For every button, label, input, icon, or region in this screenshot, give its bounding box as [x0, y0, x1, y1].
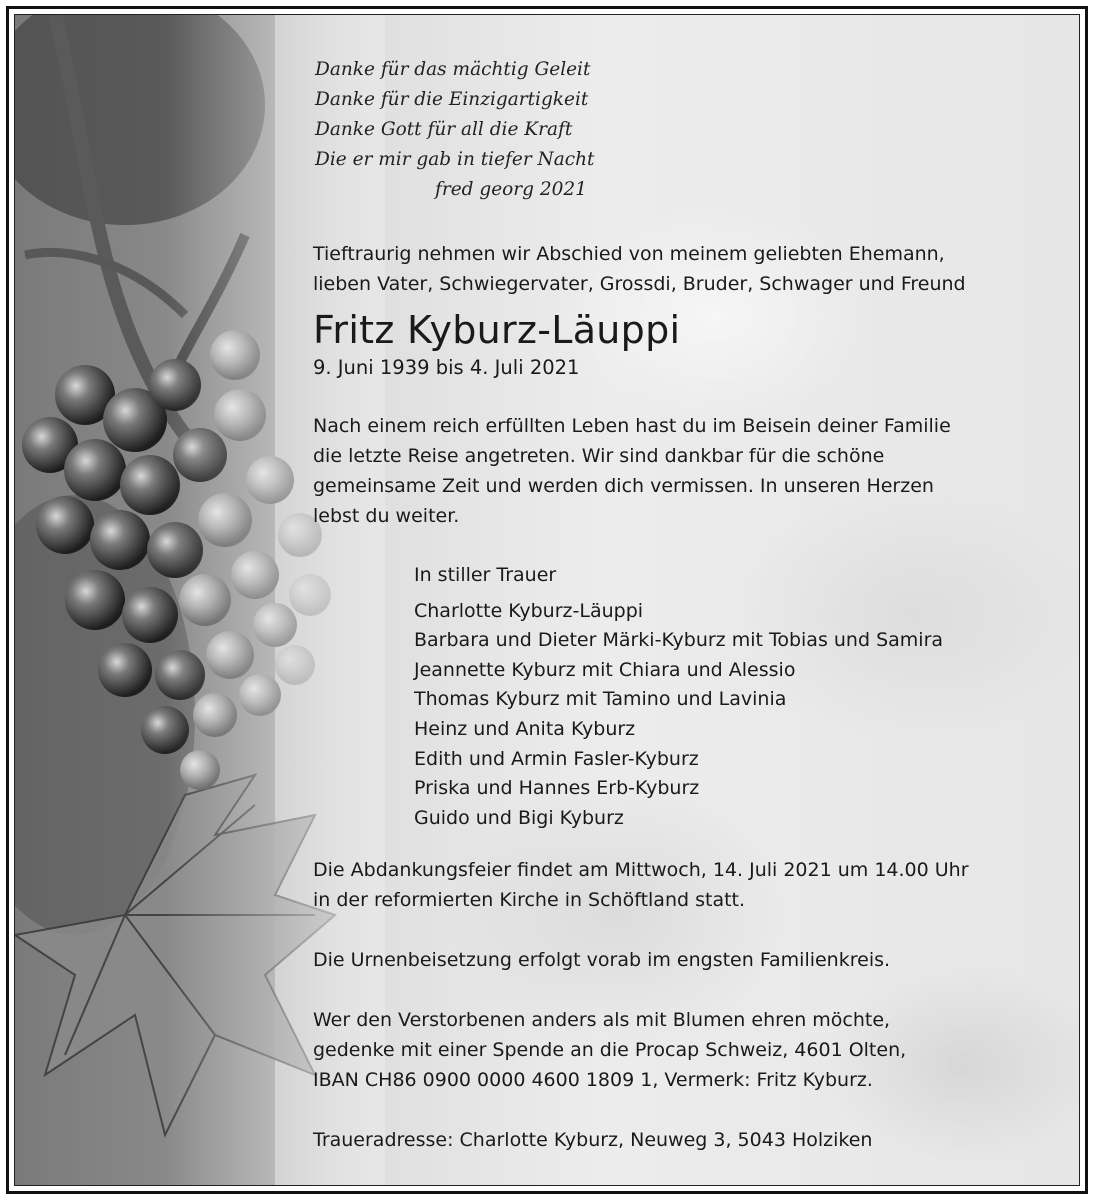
poem-line: Danke für die Einzigartigkeit: [315, 89, 589, 110]
paragraph-line: lebst du weiter.: [313, 505, 460, 527]
paragraph-line: Nach einem reich erfüllten Leben hast du im Beisein deiner Familie: [313, 415, 951, 437]
obituary-text: [313, 55, 1053, 1155]
mourning-header: In stiller Trauer: [414, 564, 557, 586]
paragraph-line: Wer den Verstorbenen anders als mit Blumen ehren möchte,: [313, 1009, 891, 1032]
paragraph-line: Die Urnenbeisetzung erfolgt vorab im engsten Familienkreis.: [313, 949, 891, 972]
donation-paragraph: [313, 1005, 1053, 1095]
mourner-entry: Barbara und Dieter Märki-Kyburz mit Tobias und Samira: [414, 629, 944, 652]
intro-line: lieben Vater, Schwiegervater, Grossdi, Bruder, Schwager und Freund: [313, 273, 966, 295]
paragraph-line: gemeinsame Zeit und werden dich vermissen. In unseren Herzen: [313, 475, 934, 497]
poem-line: Danke für das mächtig Geleit: [315, 59, 591, 80]
mourner-entry: Jeannette Kyburz mit Chiara und Alessio: [414, 658, 796, 681]
intro-text: [313, 239, 1053, 299]
mourners-list: [313, 561, 1053, 833]
mourner-entry: Thomas Kyburz mit Tamino und Lavinia: [414, 688, 787, 711]
paragraph-line: gedenke mit einer Spende an die Procap Schweiz, 4601 Olten,: [313, 1039, 907, 1062]
paragraph-line: IBAN CH86 0900 0000 4600 1809 1, Vermerk: Fritz Kyburz.: [313, 1069, 873, 1092]
paragraph-line: die letzte Reise angetreten. Wir sind dankbar für die schöne: [313, 445, 885, 467]
poem-line: Die er mir gab in tiefer Nacht: [315, 149, 595, 170]
urn-paragraph: [313, 945, 1053, 975]
mourner-entry: Edith und Armin Fasler-Kyburz: [414, 747, 699, 770]
poem-author: fred georg 2021: [435, 179, 587, 200]
paragraph-line: in der reformierten Kirche in Schöftland statt.: [313, 889, 746, 912]
obituary-card: [14, 14, 1080, 1186]
poem-line: Danke Gott für all die Kraft: [315, 119, 573, 140]
intro-line: Tieftraurig nehmen wir Abschied von meinem geliebten Ehemann,: [313, 243, 945, 265]
paragraph-line: Traueradresse: Charlotte Kyburz, Neuweg 3, 5043 Holziken: [313, 1129, 873, 1152]
deceased-name: Fritz Kyburz-Läuppi: [313, 308, 681, 352]
mourner-entry: Charlotte Kyburz-Läuppi: [414, 599, 644, 622]
service-paragraph: [313, 855, 1053, 915]
poem: [313, 55, 1053, 205]
life-paragraph: [313, 411, 1053, 531]
life-dates: 9. Juni 1939 bis 4. Juli 2021: [313, 356, 580, 379]
mourner-entry: Heinz und Anita Kyburz: [414, 717, 636, 740]
mourner-entry: Guido und Bigi Kyburz: [414, 806, 624, 829]
paragraph-line: Die Abdankungsfeier findet am Mittwoch, 14. Juli 2021 um 14.00 Uhr: [313, 859, 969, 882]
mourner-entry: Priska und Hannes Erb-Kyburz: [414, 777, 700, 800]
mourning-address: [313, 1125, 1053, 1155]
